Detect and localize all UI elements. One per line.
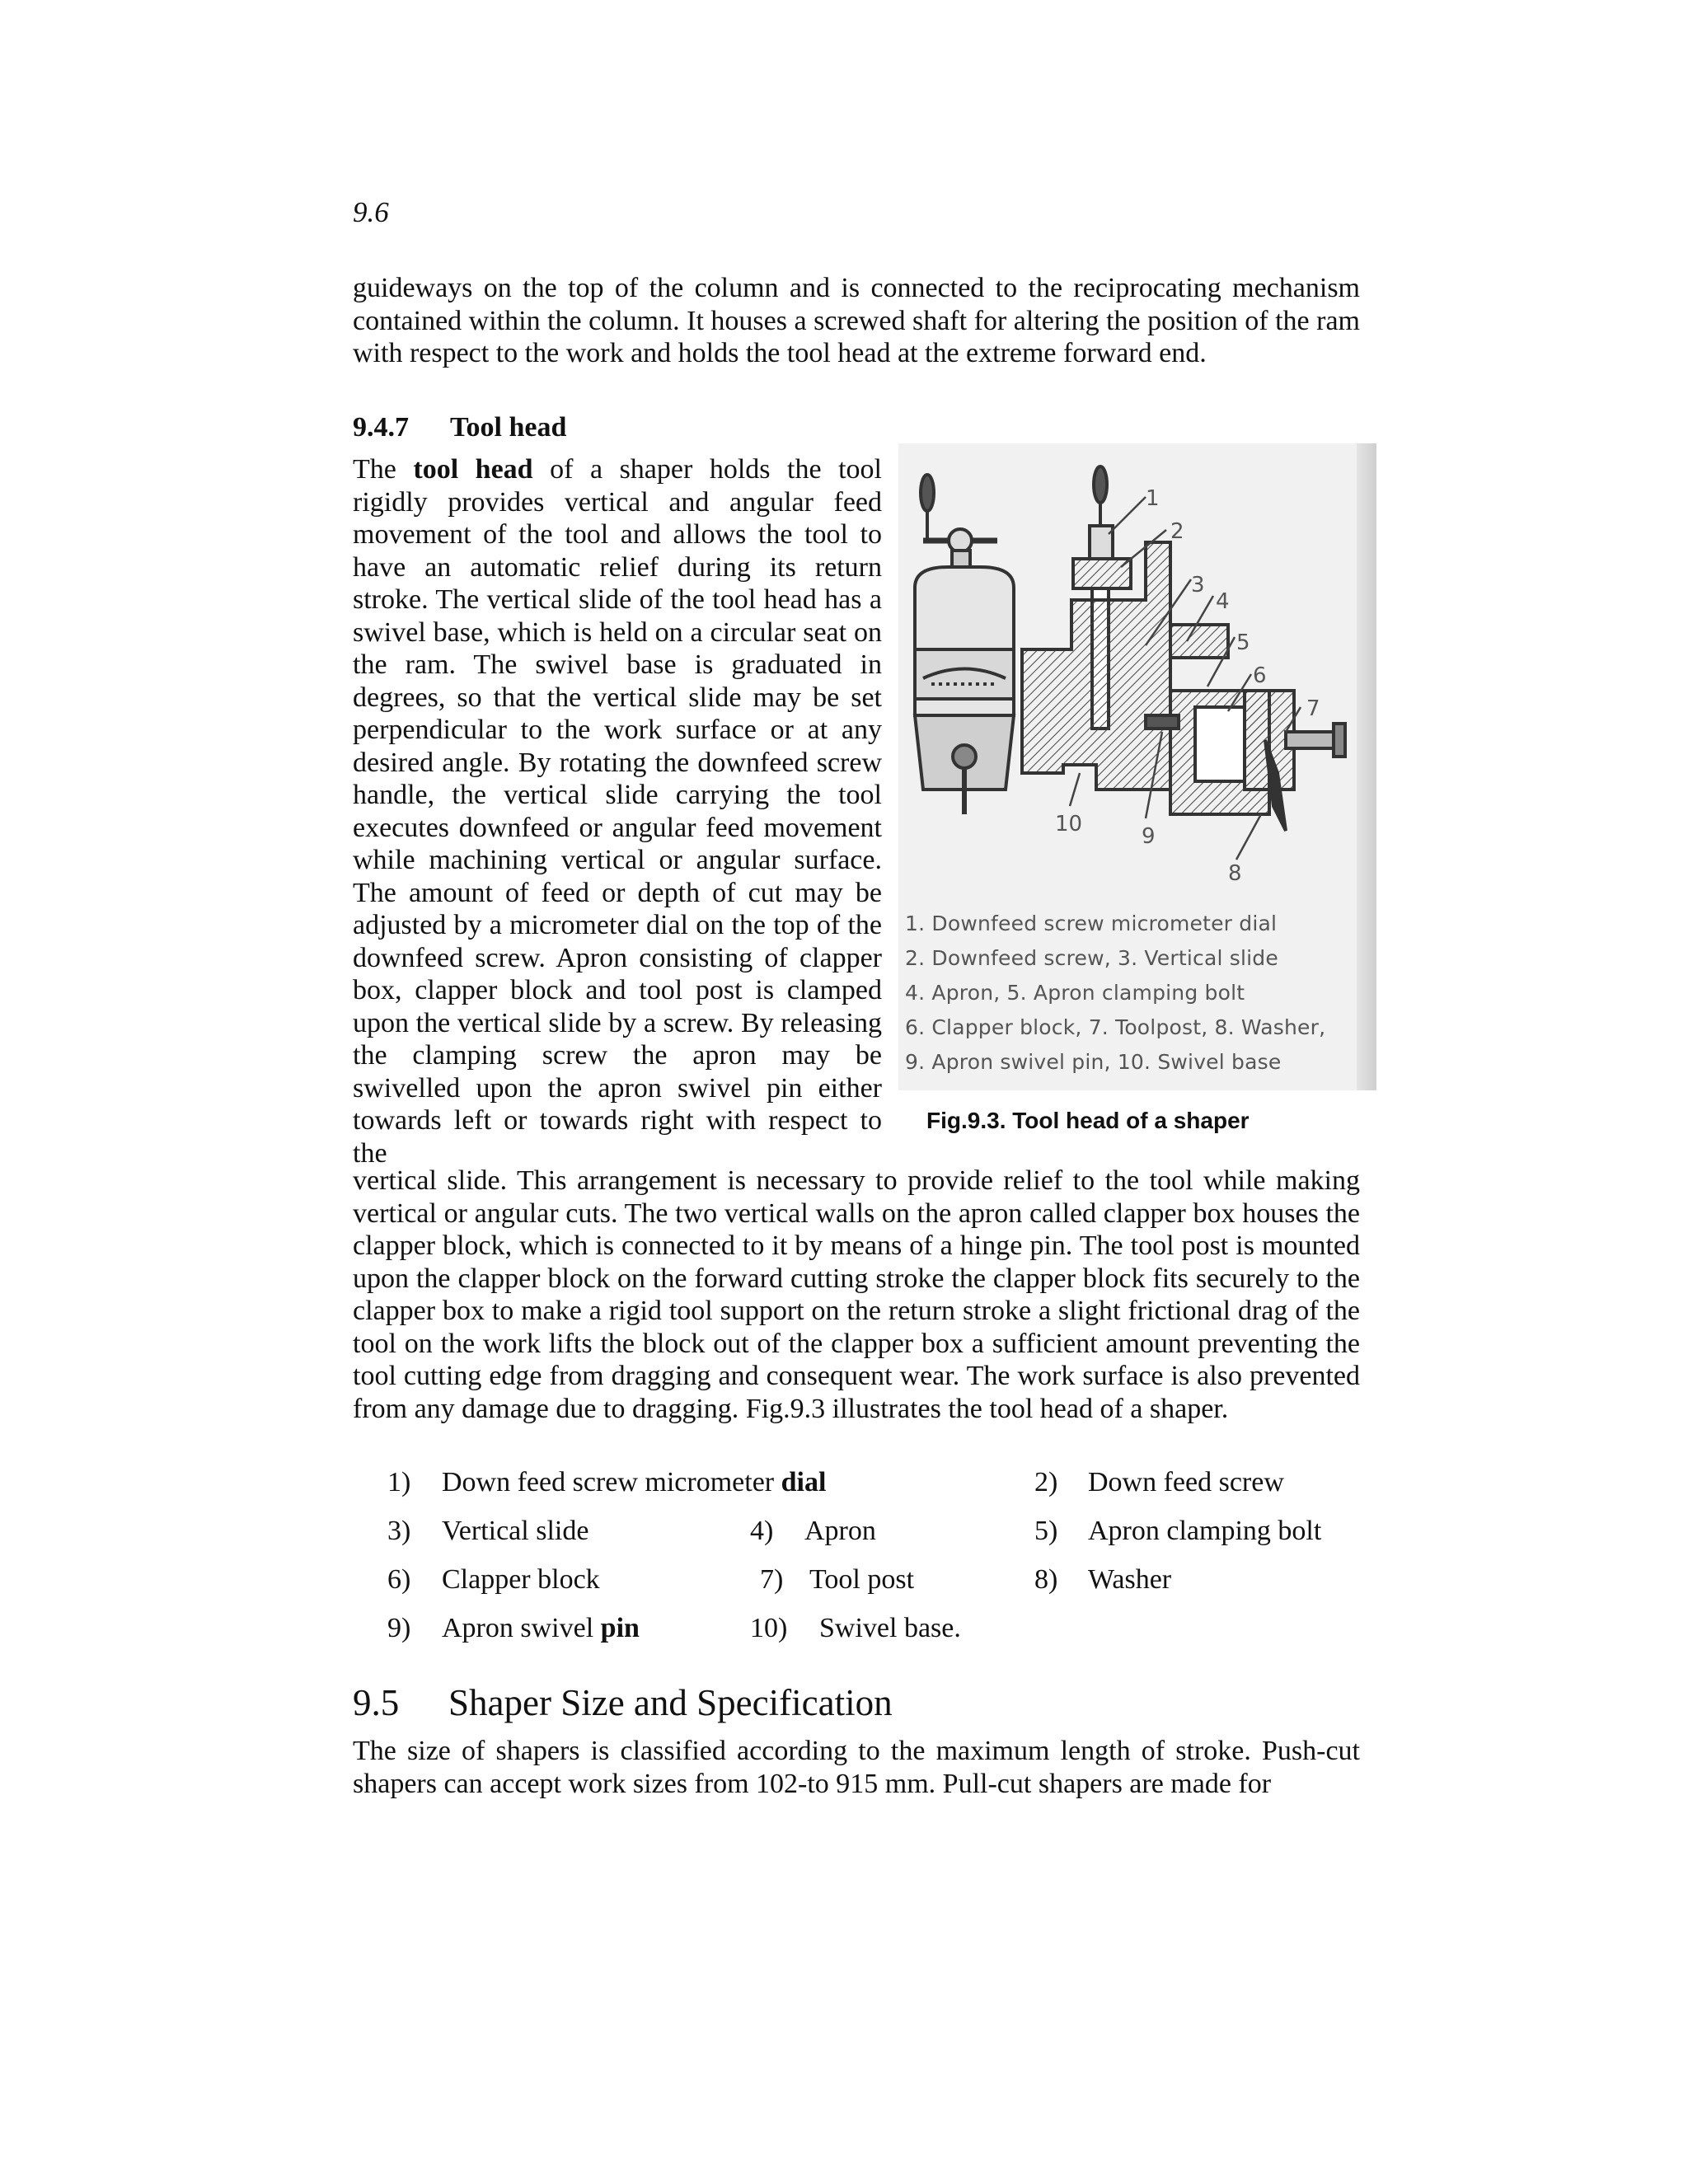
intro-paragraph: guideways on the top of the column and is connected to the reciprocating mechanism contained within the column. It houses a screwed shaft for altering the position of the ram with respect to the work and holds the tool head at the extreme forward end. (353, 273, 1360, 368)
part-label: Clapper block (442, 1564, 600, 1595)
legend-line: 4. Apron, 5. Apron clamping bolt (905, 981, 1245, 1005)
figure-caption: Fig.9.3. Tool head of a shaper (926, 1108, 1250, 1133)
part-label: Apron clamping bolt (1088, 1516, 1322, 1546)
part-number: 4) (750, 1516, 774, 1546)
callout-5: 5 (1236, 630, 1250, 655)
tool-head-body: of a shaper holds the tool rigidly provides vertical and angular feed movement of the tool and allows the tool to have an automatic relief during its return stroke. The vertical slide of the tool head has a swivel base, which is held on a circular seat on the ram. The swivel base is graduated in degrees, so that the vertical slide may be set perpendicular to the work surface or at any desired angle. By rotating the downfeed screw handle, the vertical slide carrying the tool executes downfeed or angular feed movement while machining vertical or angular surface. The amount of feed or depth of cut may be adjusted by a micrometer dial on the top of the downfeed screw. Apron consisting of clapper box, clapper block and tool post is clamped upon the vertical slide by a screw. By releasing the clamping screw the apron may be swivelled upon the apron swivel pin either towards left or towards right with respect to the (353, 454, 882, 1169)
callout-2: 2 (1170, 519, 1184, 544)
part-label: Apron (804, 1516, 876, 1546)
tool-head-lead: The (353, 454, 414, 485)
part-number: 5) (1034, 1516, 1058, 1546)
parts-list-row (387, 1516, 1376, 1549)
part-number: 9) (387, 1613, 411, 1643)
shaper-size-paragraph: The size of shapers is classified according to the maximum length of stroke. Push-cut shapers can accept work sizes from 102-to 915 mm. Pull-cut shapers are made for (353, 1736, 1360, 1799)
parts-list-row (387, 1564, 1376, 1597)
tool-head-paragraph-continued: vertical slide. This arrangement is necessary to provide relief to the tool while making vertical or angular cuts. The two vertical walls on the apron called clapper box houses the clapper block, which is connected to it by means of a hinge pin. The tool post is mounted upon the clapper block on the forward cutting stroke the clapper block fits securely to the clapper box to make a rigid tool support on the return stroke a slight frictional drag of the tool on the work lifts the block out of the clapper box a sufficient amount preventing the tool cutting edge from dragging and consequent wear. The work surface is also prevented from any damage due to dragging. Fig.9.3 illustrates the tool head of a shaper. (353, 1165, 1360, 1424)
page-number: 9.6 (353, 196, 389, 228)
legend-line: 9. Apron swivel pin, 10. Swivel base (905, 1050, 1282, 1074)
parts-list-row (387, 1467, 1376, 1500)
tool-head-figure (898, 443, 1376, 1090)
callout-1: 1 (1146, 486, 1160, 511)
callout-4: 4 (1216, 589, 1230, 614)
legend-line: 1. Downfeed screw micrometer dial (905, 912, 1278, 935)
part-number: 7) (760, 1564, 784, 1595)
part-number: 1) (387, 1467, 411, 1497)
section-number: 9.5 (353, 1682, 400, 1723)
legend-line: 6. Clapper block, 7. Toolpost, 8. Washer, (905, 1015, 1326, 1039)
tool-head-paragraph (353, 453, 882, 1169)
part-label: Tool post (809, 1564, 915, 1595)
part-number: 3) (387, 1516, 411, 1546)
callout-9: 9 (1142, 824, 1156, 849)
section-number: 9.4.7 (353, 412, 409, 443)
section-heading-9-5 (353, 1681, 893, 1724)
part-label: Apron swivel pin (442, 1613, 640, 1643)
callout-3: 3 (1191, 573, 1205, 598)
section-heading-9-4-7 (353, 412, 566, 443)
part-label: Swivel base. (819, 1613, 961, 1643)
part-label: Down feed screw (1088, 1467, 1284, 1497)
tool-head-drawing (898, 443, 1376, 905)
part-label: Washer (1088, 1564, 1172, 1595)
part-number: 8) (1034, 1564, 1058, 1595)
left-view-body (915, 567, 1014, 814)
legend-line: 2. Downfeed screw, 3. Vertical slide (905, 946, 1278, 970)
section-title: Shaper Size and Specification (448, 1682, 893, 1723)
part-number: 10) (750, 1613, 788, 1643)
part-label: Vertical slide (442, 1516, 589, 1546)
section-title: Tool head (450, 412, 567, 443)
part-number: 2) (1034, 1467, 1058, 1497)
callout-10: 10 (1055, 812, 1083, 837)
callout-6: 6 (1253, 663, 1267, 688)
callout-7: 7 (1306, 696, 1320, 721)
part-label: Down feed screw micrometer dial (442, 1467, 827, 1497)
left-view-handle (921, 475, 997, 575)
tool-head-bold-term: tool head (413, 454, 533, 485)
parts-list-row (387, 1613, 1376, 1646)
callout-8: 8 (1228, 861, 1242, 886)
part-number: 6) (387, 1564, 411, 1595)
